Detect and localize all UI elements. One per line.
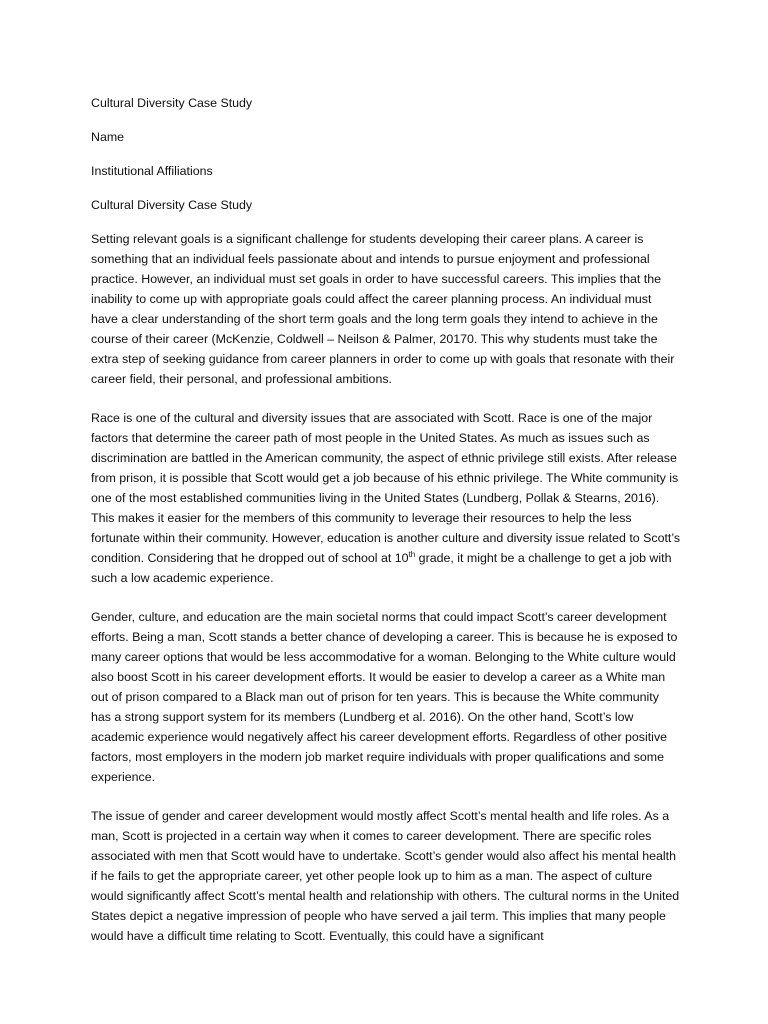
paragraph-societal-norms-text: Gender, culture, and education are the main societal norms that could impact Scott’s career development efforts. Being a man, Scott stands a better chance of developing a career. This is because he is exposed to many career options that would be less accommodative for a woman. Belonging to the White culture would also boost Scott in his career development efforts. It would be easier to develop a career as a White man out of prison compared to a Black man out of prison for ten years. This is because the White community has a strong support system for its members (Lundberg et al. 2016). On the other hand, Scott’s low academic experience would negatively affect his career development efforts. Regardless of other positive factors, most employers in the modern job market require individuals with proper qualifications and some experience. — [91, 610, 678, 784]
paragraph-gender-mental-health — [91, 806, 681, 946]
document-subtitle: Cultural Diversity Case Study — [91, 198, 253, 212]
document-page — [91, 93, 681, 946]
paragraph-goals-text: Setting relevant goals is a significant challenge for students developing their career plans. A career is something that an individual feels passionate about and intends to pursue enjoyment and professional practice. However, an individual must set goals in order to have successful careers. This implies that the inability to come up with appropriate goals could affect the career planning process. An individual must have a clear understanding of the short term goals and the long term goals they intend to achieve in the course of their career (McKenzie, Coldwell – Neilson & Palmer, 20170. This why students must take the extra step of seeking guidance from career planners in order to come up with goals that resonate with their career field, their personal, and professional ambitions. — [91, 232, 675, 386]
ordinal-superscript: th — [408, 549, 416, 559]
author-name: Name — [91, 130, 125, 144]
paragraph-goals — [91, 229, 681, 389]
paragraph-race-tail: grade, it might be a challenge to get a job with such a low academic experience. — [91, 551, 672, 585]
paragraph-race — [91, 408, 681, 588]
document-title: Cultural Diversity Case Study — [91, 96, 253, 110]
institutional-affiliation: Institutional Affiliations — [91, 164, 213, 178]
paragraph-societal-norms — [91, 607, 681, 787]
paragraph-gender-mental-health-text: The issue of gender and career development would mostly affect Scott’s mental health and life roles. As a man, Scott is projected in a certain way when it comes to career development. There are specific roles associated with men that Scott would have to undertake. Scott’s gender would also affect his mental health if he fails to get the appropriate career, yet other people look up to him as a man. The aspect of culture would significantly affect Scott’s mental health and relationship with others. The cultural norms in the United States depict a negative impression of people who have served a jail term. This implies that many people would have a difficult time relating to Scott. Eventually, this could have a significant — [91, 809, 680, 943]
paragraph-race-text: Race is one of the cultural and diversity issues that are associated with Scott. Race is one of the major factors that determine the career path of most people in the United States. As much as issues such as discrimination are battled in the American community, the aspect of ethnic privilege still exists. After release from prison, it is possible that Scott would get a job because of his ethnic privilege. The White community is one of the most established communities living in the United States (Lundberg, Pollak & Stearns, 2016). This makes it easier for the members of this community to leverage their resources to help the less fortunate within their community. However, education is another culture and diversity issue related to Scott’s condition. Considering that he dropped out of school at 10 — [91, 411, 681, 565]
